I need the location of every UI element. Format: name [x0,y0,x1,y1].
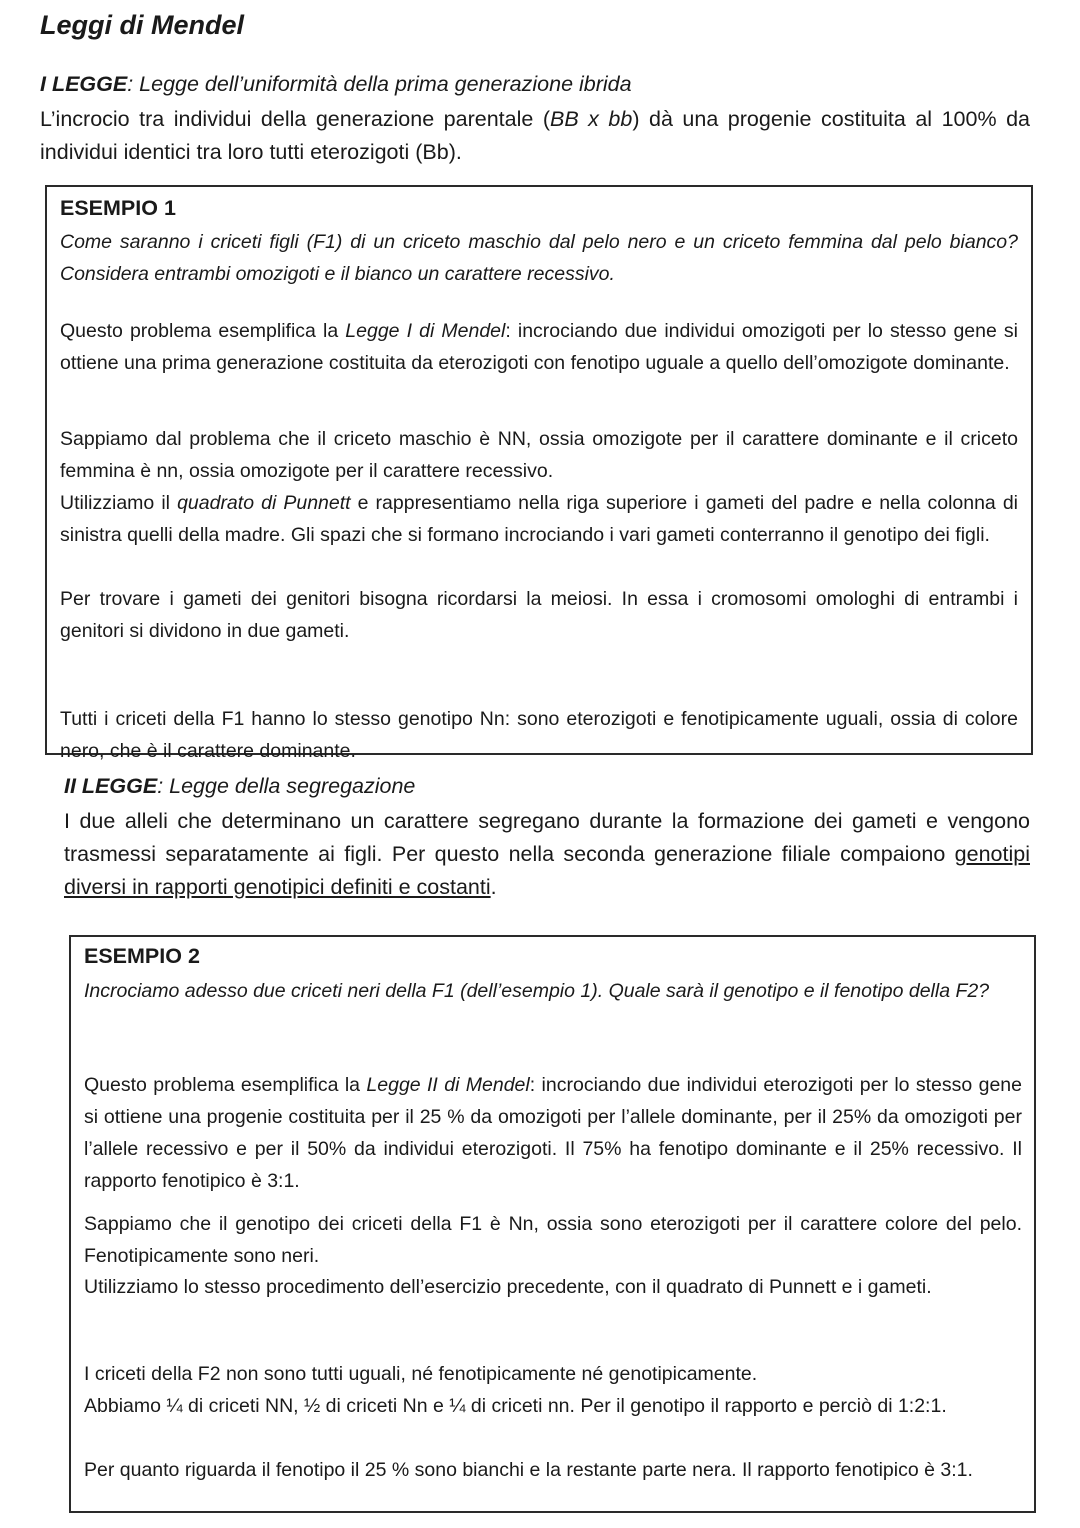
law1-label: I LEGGE [40,72,128,96]
example1-paragraph-4: Per trovare i gameti dei genitori bisogna ricordarsi la meiosi. In essa i cromosomi omologhi di entrambi i genitori si dividono in due gameti. [60,588,1018,642]
law2-underlined: genotipi diversi in rapporti genotipici definiti e costanti [64,842,1030,899]
example1-question: Come saranno i criceti figli (F1) di un criceto maschio dal pelo nero e un criceto femmina dal pelo bianco? Considera entrambi omozigoti e il bianco un carattere recessivo. [60,231,1018,285]
law1-name: Legge dell’uniformità della prima generazione ibrida [139,72,632,96]
example2-question: Incrociamo adesso due criceti neri della F1 (dell’esempio 1). Quale sarà il genotipo e il fenotipo della F2? [84,980,990,1002]
example1-paragraph-2: Sappiamo dal problema che il criceto maschio è NN, ossia omozigote per il carattere dominante e il criceto femmina è nn, ossia omozigote per il carattere recessivo. [60,428,1018,482]
example1-title: ESEMPIO 1 [60,196,176,220]
example2-paragraph-3: Utilizziamo lo stesso procedimento dell’esercizio precedente, con il quadrato di Punnett e i gameti. [84,1276,932,1298]
example2-paragraph-6: Per quanto riguarda il fenotipo il 25 % sono bianchi e la restante parte nera. Il rapporto fenotipico è 3:1. [84,1459,973,1481]
law2-body: I due alleli che determinano un carattere segregano durante la formazione dei gameti e vengono trasmessi separatamente ai figli. Per questo nella seconda generazione filiale compaiono genotipi diversi in rapporti genotipici definiti e costanti. [64,809,1030,899]
example2-paragraph-5: Abbiamo ¼ di criceti NN, ½ di criceti Nn e ¼ di criceti nn. Per il genotipo il rapporto e perciò di 1:2:1. [84,1395,947,1417]
example2-title: ESEMPIO 2 [84,944,200,968]
example1-paragraph-3: Utilizziamo il quadrato di Punnett e rappresentiamo nella riga superiore i gameti del padre e nella colonna di sinistra quelli della madre. Gli spazi che si formano incrociando i vari gameti conterranno il genotipo dei figli. [60,492,1019,546]
law2-label: II LEGGE [64,774,158,798]
example2-paragraph-4: I criceti della F2 non sono tutti uguali, né fenotipicamente né genotipicamente. [84,1363,758,1385]
example2-paragraph-2: Sappiamo che il genotipo dei criceti della F1 è Nn, ossia sono eterozigoti per il carattere colore del pelo. Fenotipicamente sono neri. [84,1213,1022,1267]
law1-body: L’incrocio tra individui della generazione parentale (BB x bb) dà una progenie costituita al 100% da individui identici tra loro tutti eterozigoti (Bb). [40,107,1030,164]
law2-name: Legge della segregazione [169,774,416,798]
law2-heading: II LEGGE: Legge della segregazione [64,774,416,798]
law1-cross: BB x bb [550,107,633,131]
example1-paragraph-1: Questo problema esemplifica la Legge I di Mendel: incrociando due individui omozigoti per lo stesso gene si ottiene una prima generazione costituita da eterozigoti con fenotipo uguale a quello dell’omozigote dominante. [60,320,1019,374]
example2-paragraph-1: Questo problema esemplifica la Legge II di Mendel: incrociando due individui eterozigoti per lo stesso gene si ottiene una progenie costituita per il 25 % da omozigoti per l’allele dominante, per il 25% da omozigoti per l’allele recessivo e per il 50% da individui eterozigoti. Il 75% ha fenotipo dominante e il 25% recessivo. Il rapporto fenotipico è 3:1. [84,1074,1022,1192]
law1-heading: I LEGGE: Legge dell’uniformità della prima generazione ibrida [40,72,632,96]
page-title: Leggi di Mendel [40,10,245,40]
example1-paragraph-5: Tutti i criceti della F1 hanno lo stesso genotipo Nn: sono eterozigoti e fenotipicamente uguali, ossia di colore nero, che è il carattere dominante. [60,708,1018,762]
